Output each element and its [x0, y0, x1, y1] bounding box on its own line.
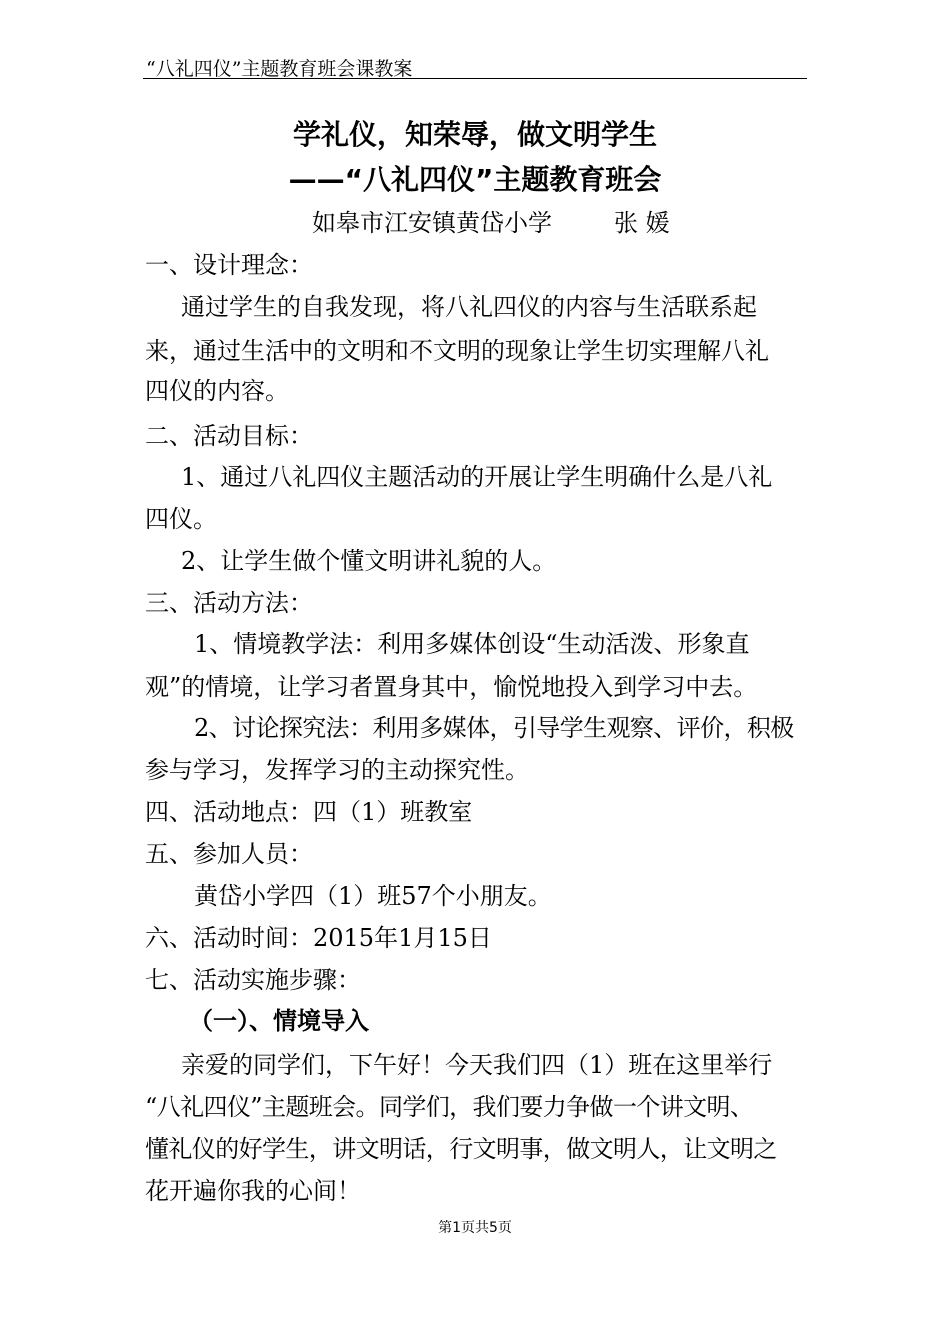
section-heading-methods: 三、活动方法：	[145, 589, 313, 617]
author-line	[312, 205, 670, 241]
section-heading-steps: 七、活动实施步骤：	[145, 966, 361, 994]
paragraph-line: 懂礼仪的好学生，讲文明话，行文明事，做文明人，让文明之	[145, 1135, 777, 1163]
paragraph-line: 2、让学生做个懂文明讲礼貌的人。	[181, 547, 557, 575]
paragraph-line: 黄岱小学四（1）班57个小朋友。	[194, 882, 552, 910]
paragraph-line: “八礼四仪”主题班会。同学们，我们要力争做一个讲文明、	[145, 1093, 754, 1121]
paragraph-line: 参与学习，发挥学习的主动探究性。	[145, 756, 529, 784]
author-name: 张 媛	[614, 209, 670, 237]
author-school: 如皋市江安镇黄岱小学	[312, 209, 552, 237]
section-heading-participants: 五、参加人员：	[145, 840, 313, 868]
paragraph-line: 亲爱的同学们，下午好！今天我们四（1）班在这里举行	[181, 1051, 773, 1079]
section-heading-time: 六、活动时间：2015年1月15日	[145, 924, 492, 952]
paragraph-line: 1、通过八礼四仪主题活动的开展让学生明确什么是八礼	[181, 463, 773, 491]
paragraph-line: 四仪的内容。	[145, 377, 289, 405]
running-header: “八礼四仪”主题教育班会课教案	[146, 58, 413, 80]
paragraph-line: 观”的情境，让学习者置身其中，愉悦地投入到学习中去。	[145, 673, 758, 701]
section-heading-objectives: 二、活动目标：	[145, 422, 313, 450]
paragraph-line: 1、情境教学法：利用多媒体创设“生动活泼、形象直	[194, 630, 750, 658]
page-number: 第1页共5页	[438, 1220, 512, 1236]
section-heading-design-concept: 一、设计理念：	[145, 251, 313, 279]
header-rule	[143, 78, 807, 79]
section-heading-location: 四、活动地点：四（1）班教室	[145, 798, 473, 826]
paragraph-line: 2、讨论探究法：利用多媒体，引导学生观察、评价，积极	[194, 714, 794, 742]
paragraph-line: 花开遍你我的心间！	[145, 1177, 361, 1205]
paragraph-line: 四仪。	[145, 505, 217, 533]
sub-heading-intro: （一）、情境导入	[189, 1007, 369, 1035]
paragraph-line: 来，通过生活中的文明和不文明的现象让学生切实理解八礼	[145, 337, 769, 365]
paragraph-line: 通过学生的自我发现，将八礼四仪的内容与生活联系起	[181, 293, 757, 321]
document-subtitle: ——“八礼四仪”主题教育班会	[288, 163, 662, 196]
document-title: 学礼仪，知荣辱，做文明学生	[292, 118, 657, 151]
